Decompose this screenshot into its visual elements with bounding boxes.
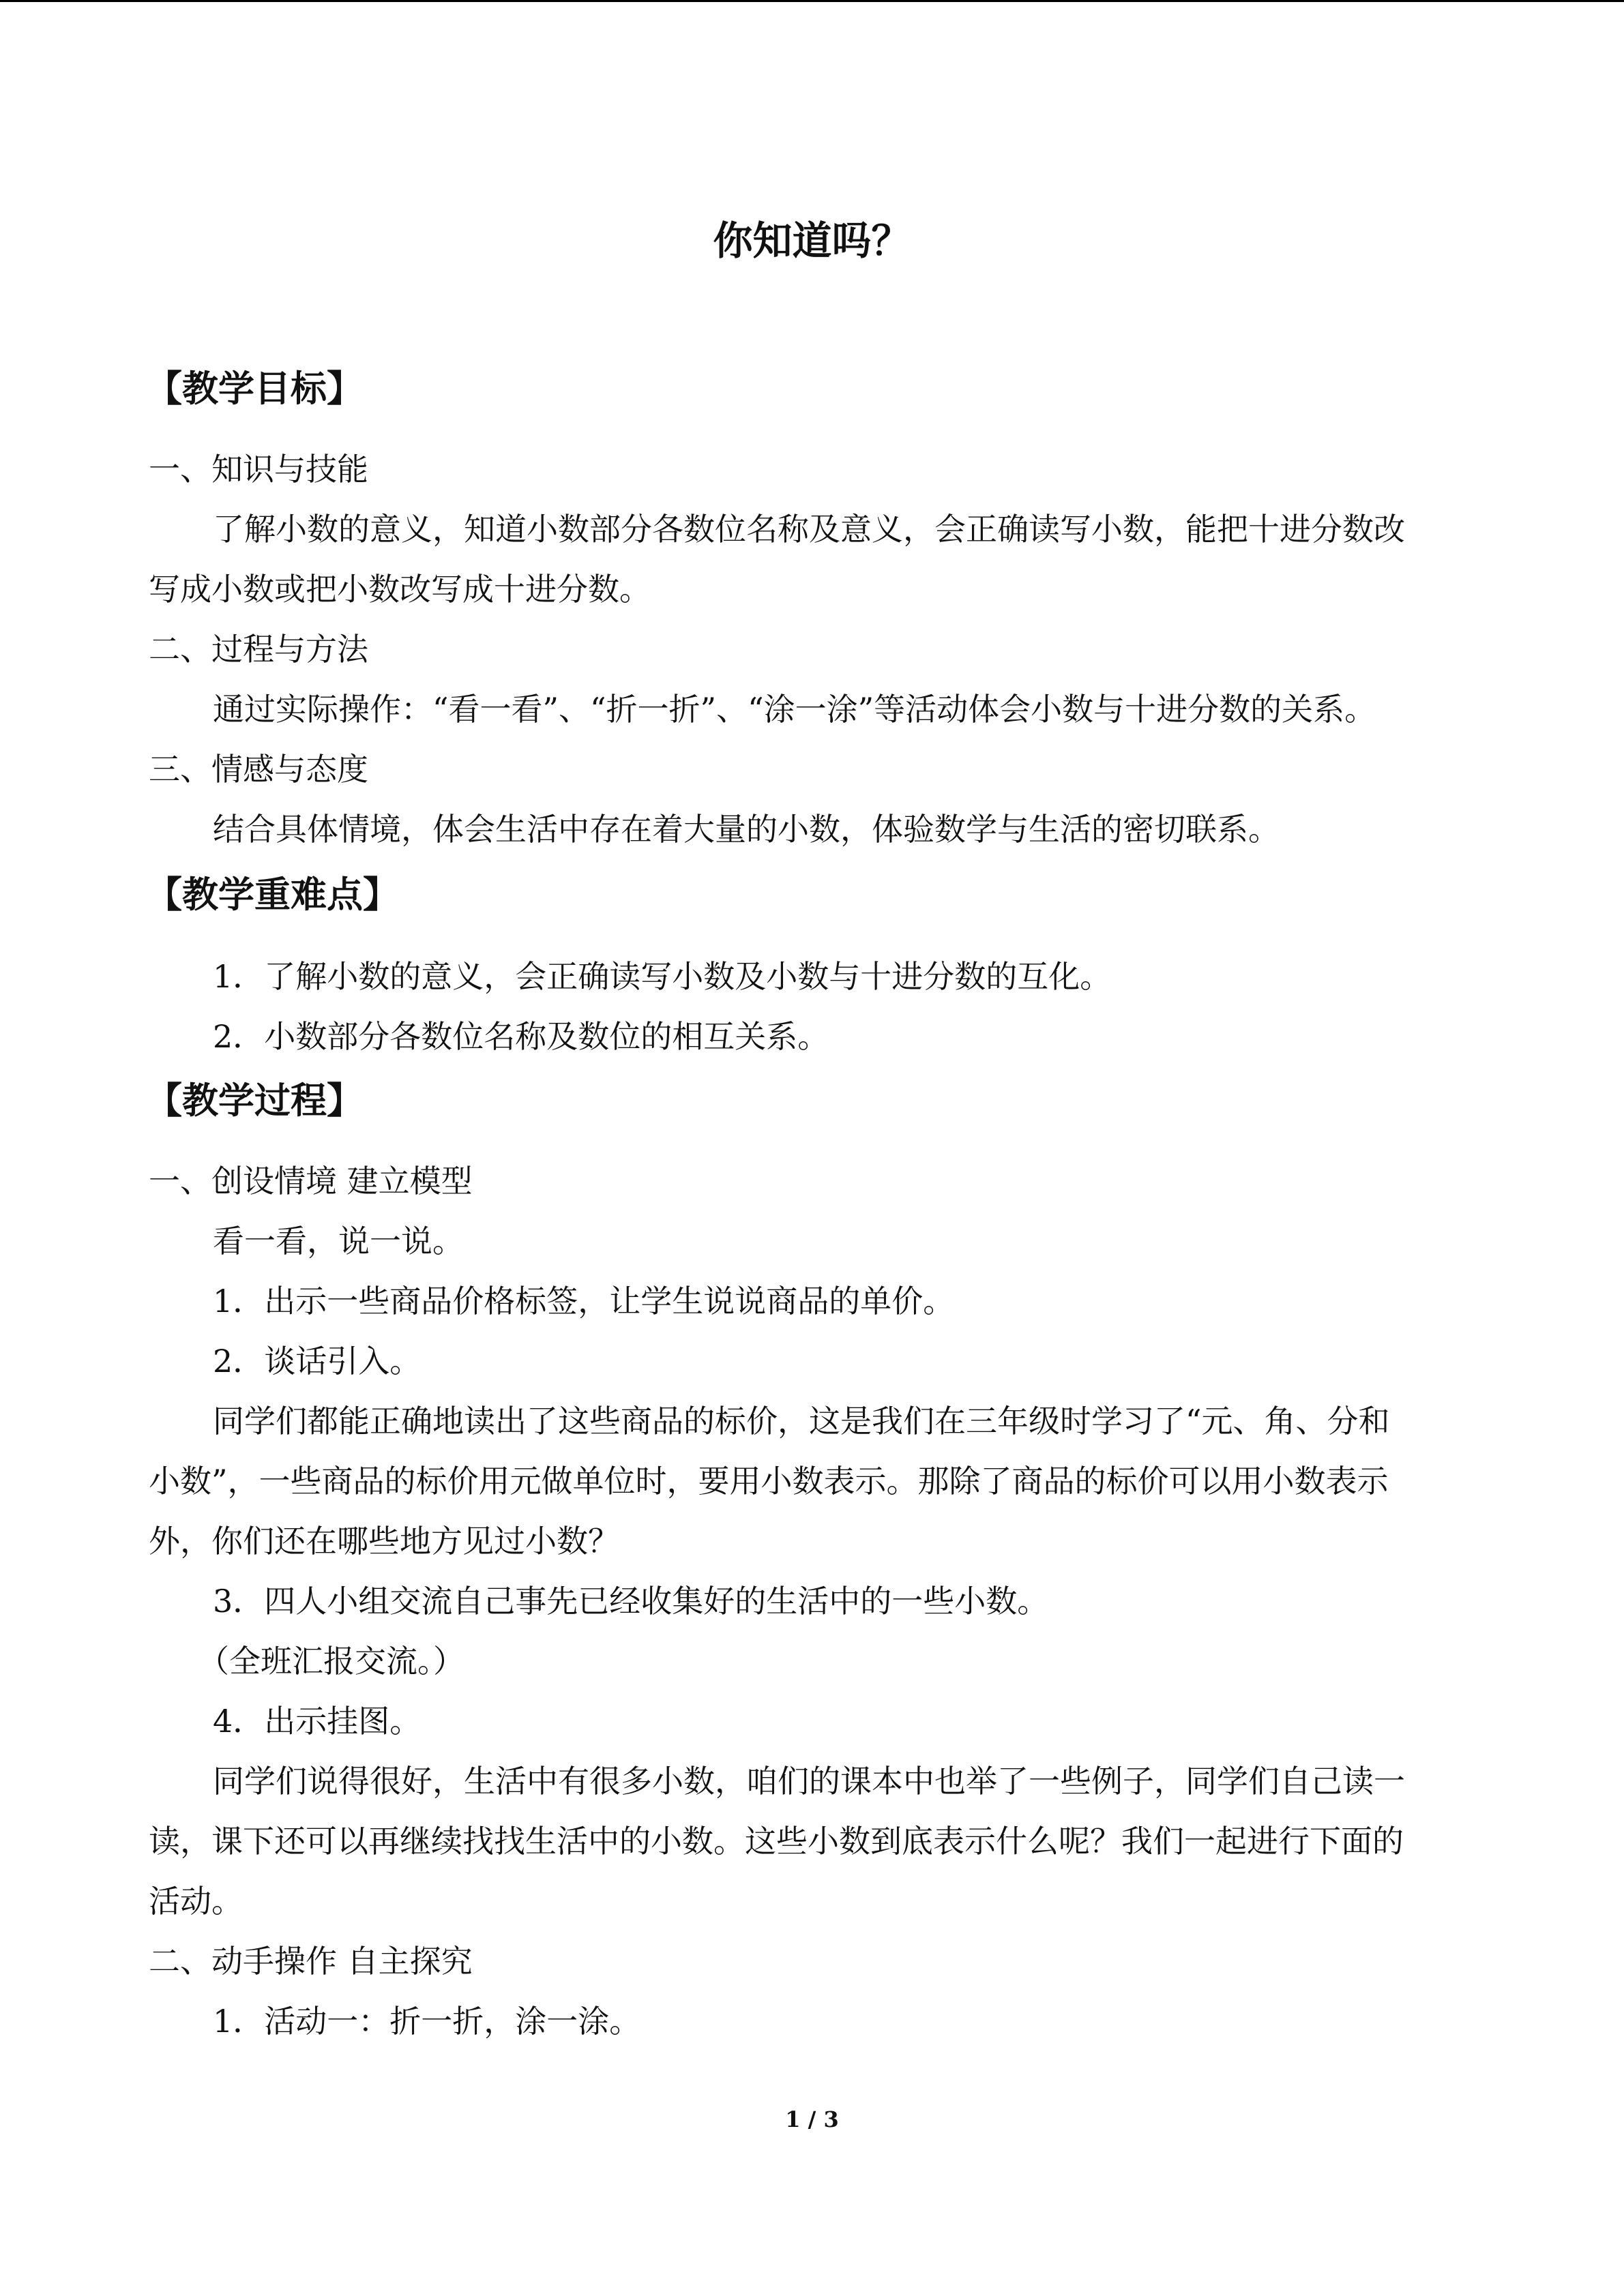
process-heading-scenario: 一、创设情境 建立模型: [149, 1163, 473, 1199]
process-paragraph-1-line-2: 小数”，一些商品的标价用元做单位时，要用小数表示。那除了商品的标价可以用小数表示: [149, 1463, 1389, 1500]
process-look-and-say: 看一看，说一说。: [213, 1223, 464, 1259]
process-activity-1: 1．活动一：折一折，涂一涂。: [213, 2003, 641, 2040]
objectives-heading-attitude: 三、情感与态度: [149, 751, 368, 788]
process-step-3: 3．四人小组交流自己事先已经收集好的生活中的一些小数。: [213, 1583, 1049, 1620]
section-heading-process: 【教学过程】: [146, 1079, 363, 1122]
process-paragraph-2-line-2: 读，课下还可以再继续找找生活中的小数。这些小数到底表示什么呢？我们一起进行下面的: [149, 1823, 1404, 1860]
process-paragraph-2-line-3: 活动。: [149, 1883, 243, 1920]
objectives-heading-process: 二、过程与方法: [149, 631, 368, 668]
page-number: 1 / 3: [785, 2106, 839, 2132]
page-title: 你知道吗？: [713, 218, 911, 264]
section-heading-objectives: 【教学目标】: [146, 368, 363, 410]
process-step-2: 2．谈话引入。: [213, 1343, 422, 1380]
objectives-heading-knowledge: 一、知识与技能: [149, 451, 368, 488]
process-step-4: 4．出示挂图。: [213, 1703, 422, 1740]
process-step-1: 1．出示一些商品价格标签，让学生说说商品的单价。: [213, 1283, 955, 1320]
process-paragraph-1-line-1: 同学们都能正确地读出了这些商品的标价，这是我们在三年级时学习了“元、角、分和: [213, 1403, 1390, 1440]
key-point-item-2: 2．小数部分各数位名称及数位的相互关系。: [213, 1018, 829, 1055]
process-note: （全班汇报交流。）: [198, 1643, 464, 1680]
process-paragraph-2-line-1: 同学们说得很好，生活中有很多小数，咱们的课本中也举了一些例子，同学们自己读一: [213, 1763, 1405, 1800]
key-point-item-1: 1．了解小数的意义，会正确读写小数及小数与十进分数的互化。: [213, 958, 1112, 995]
objectives-process-text: 通过实际操作：“看一看”、“折一折”、“涂一涂”等活动体会小数与十进分数的关系。: [213, 691, 1376, 728]
process-heading-hands-on: 二、动手操作 自主探究: [149, 1943, 473, 1980]
objectives-attitude-text: 结合具体情境，体会生活中存在着大量的小数，体验数学与生活的密切联系。: [213, 811, 1280, 848]
objectives-knowledge-line-2: 写成小数或把小数改写成十进分数。: [149, 571, 651, 608]
process-paragraph-1-line-3: 外，你们还在哪些地方见过小数？: [149, 1523, 619, 1560]
section-heading-key-points: 【教学重难点】: [146, 874, 399, 916]
objectives-knowledge-line-1: 了解小数的意义，知道小数部分各数位名称及意义，会正确读写小数，能把十进分数改: [213, 511, 1405, 548]
